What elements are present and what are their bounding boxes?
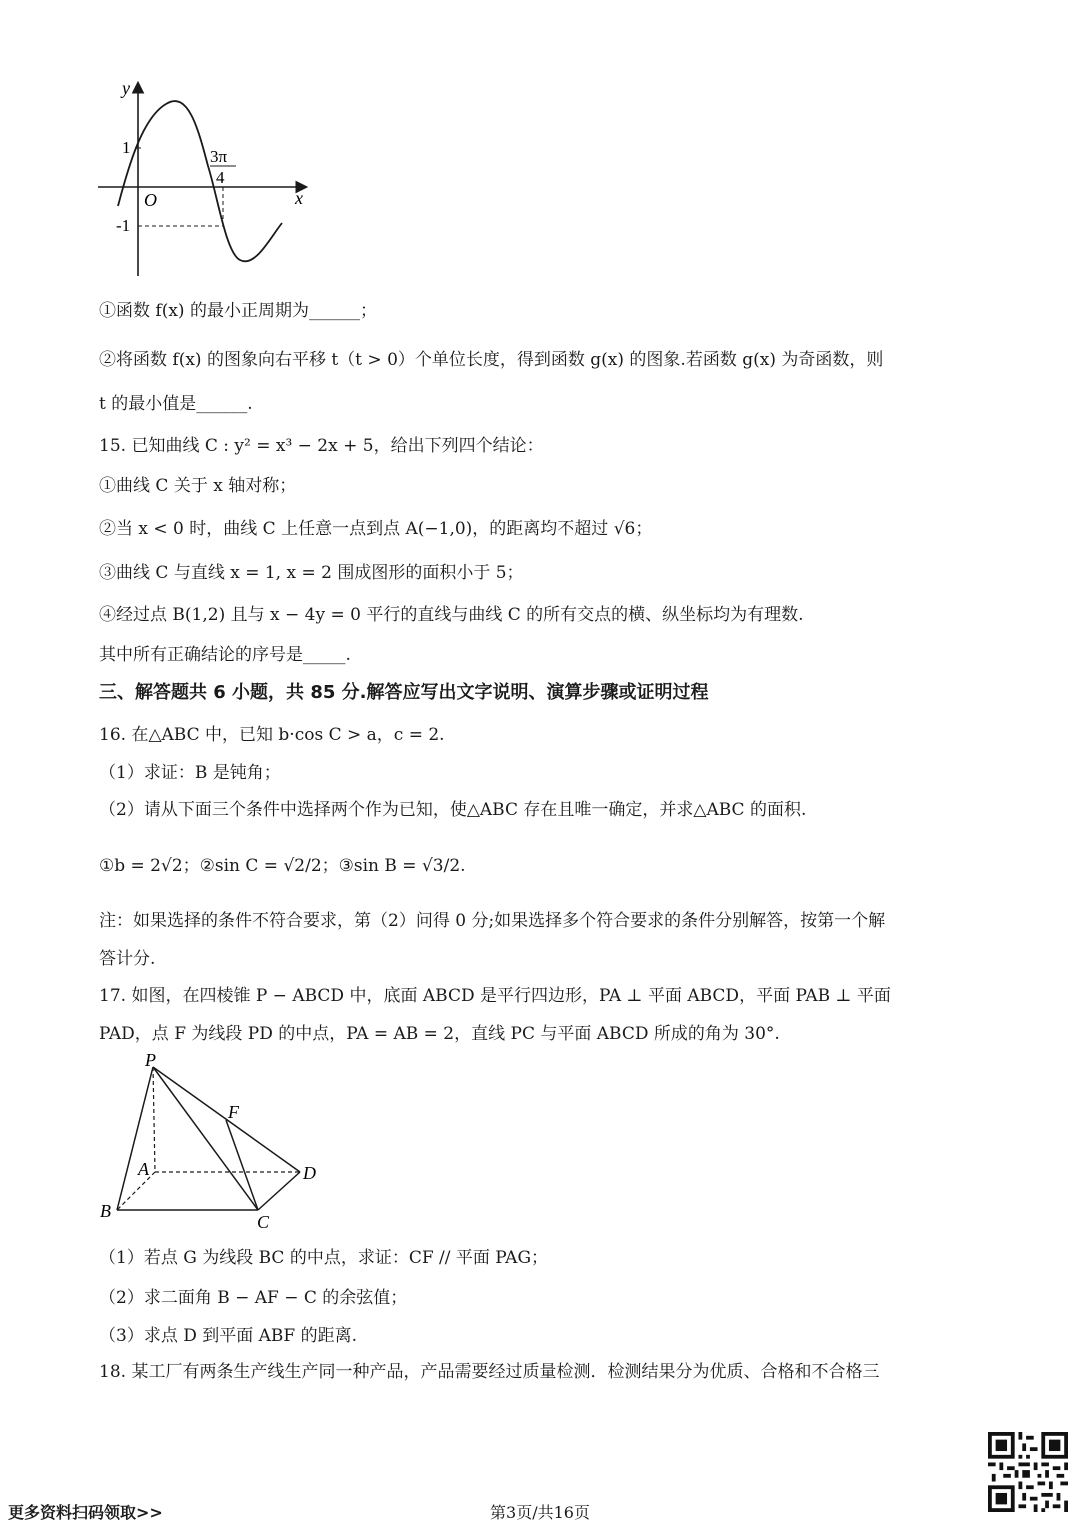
edge-PB: [117, 1067, 153, 1210]
vertex-B: B: [100, 1201, 111, 1221]
function-graph: [90, 78, 320, 283]
section-heading: 三、解答题共 6 小题，共 85 分.解答应写出文字说明、演算步骤或证明过程: [99, 682, 709, 703]
text-line-q16-note1: 注：如果选择的条件不符合要求，第（2）问得 0 分;如果选择多个符合要求的条件分别解答，按第一个解: [99, 911, 886, 931]
y-axis-label: y: [122, 78, 130, 98]
text-line-q15-4: ④经过点 B(1,2) 且与 x − 4y = 0 平行的直线与曲线 C 的所有交点的横、纵坐标均为有理数.: [99, 605, 804, 625]
text-line-q15: 15. 已知曲线 C : y² = x³ − 2x + 5，给出下列四个结论：: [99, 436, 544, 456]
text-line-q14-2a: ②将函数 f(x) 的图象向右平移 t（t > 0）个单位长度，得到函数 g(x) 的图象.若函数 g(x) 为奇函数，则: [99, 350, 884, 370]
text-line-q16: 16. 在△ABC 中，已知 b·cos C > a，c = 2.: [99, 725, 445, 745]
text-line-q15-1: ①曲线 C 关于 x 轴对称；: [99, 476, 297, 496]
pi-label-numerator: 3π: [210, 147, 228, 166]
pyramid-figure: [95, 1050, 335, 1235]
text-line-q17b: PAD，点 F 为线段 PD 的中点，PA = AB = 2，直线 PC 与平面 ABCD 所成的角为 30°.: [99, 1024, 780, 1044]
text-line-q16-note2: 答计分.: [99, 949, 156, 969]
tick-neg-one-label: -1: [116, 216, 131, 235]
text-line-q17a: 17. 如图，在四棱锥 P − ABCD 中，底面 ABCD 是平行四边形，PA ⊥ 平面 ABCD，平面 PAB ⊥ 平面: [99, 986, 891, 1006]
vertex-P: P: [145, 1050, 156, 1070]
pi-label-denominator: 4: [216, 168, 225, 187]
edge-AB-hidden: [117, 1172, 155, 1210]
text-line-q17-2: （2）求二面角 B − AF − C 的余弦值；: [99, 1288, 408, 1308]
text-line-q18: 18. 某工厂有两条生产线生产同一种产品，产品需要经过质量检测．检测结果分为优质、合格和不合格三: [99, 1362, 880, 1382]
text-line-q14-1: ①函数 f(x) 的最小正周期为______；: [99, 301, 377, 321]
vertex-F: F: [228, 1102, 239, 1122]
vertex-C: C: [257, 1212, 270, 1232]
text-line-q17-1: （1）若点 G 为线段 BC 的中点，求证：CF // 平面 PAG；: [99, 1248, 549, 1268]
edge-PD: [153, 1067, 300, 1172]
footer-scan-prompt[interactable]: 更多资料扫码领取>>: [8, 1503, 163, 1522]
edge-PC: [153, 1067, 258, 1210]
tick-one-label: 1: [122, 138, 131, 157]
vertex-D: D: [303, 1163, 316, 1183]
edge-CF: [226, 1120, 258, 1210]
sine-curve: [118, 101, 282, 261]
x-axis-label: x: [295, 188, 303, 208]
origin-label: O: [144, 190, 157, 210]
page-number: 第3页/共16页: [490, 1503, 590, 1522]
text-line-q15-3: ③曲线 C 与直线 x = 1, x = 2 围成图形的面积小于 5；: [99, 563, 524, 583]
text-line-q16-1: （1）求证：B 是钝角；: [99, 763, 281, 783]
text-line-q16-conditions: ①b = 2√2；②sin C = √2/2；③sin B = √3/2.: [99, 856, 466, 876]
edge-PA-hidden: [153, 1067, 155, 1172]
text-line-q15-ans: 其中所有正确结论的序号是_____.: [99, 645, 351, 665]
vertex-A: A: [138, 1159, 149, 1179]
edge-CD: [258, 1172, 300, 1210]
text-line-q16-2: （2）请从下面三个条件中选择两个作为已知，使△ABC 存在且唯一确定，并求△ABC 的面积.: [99, 800, 807, 820]
text-line-q15-2: ②当 x < 0 时，曲线 C 上任意一点到点 A(−1,0)，的距离均不超过 √6；: [99, 519, 653, 539]
text-line-q17-3: （3）求点 D 到平面 ABF 的距离.: [99, 1326, 358, 1346]
text-line-q14-2b: t 的最小值是______.: [99, 394, 253, 414]
